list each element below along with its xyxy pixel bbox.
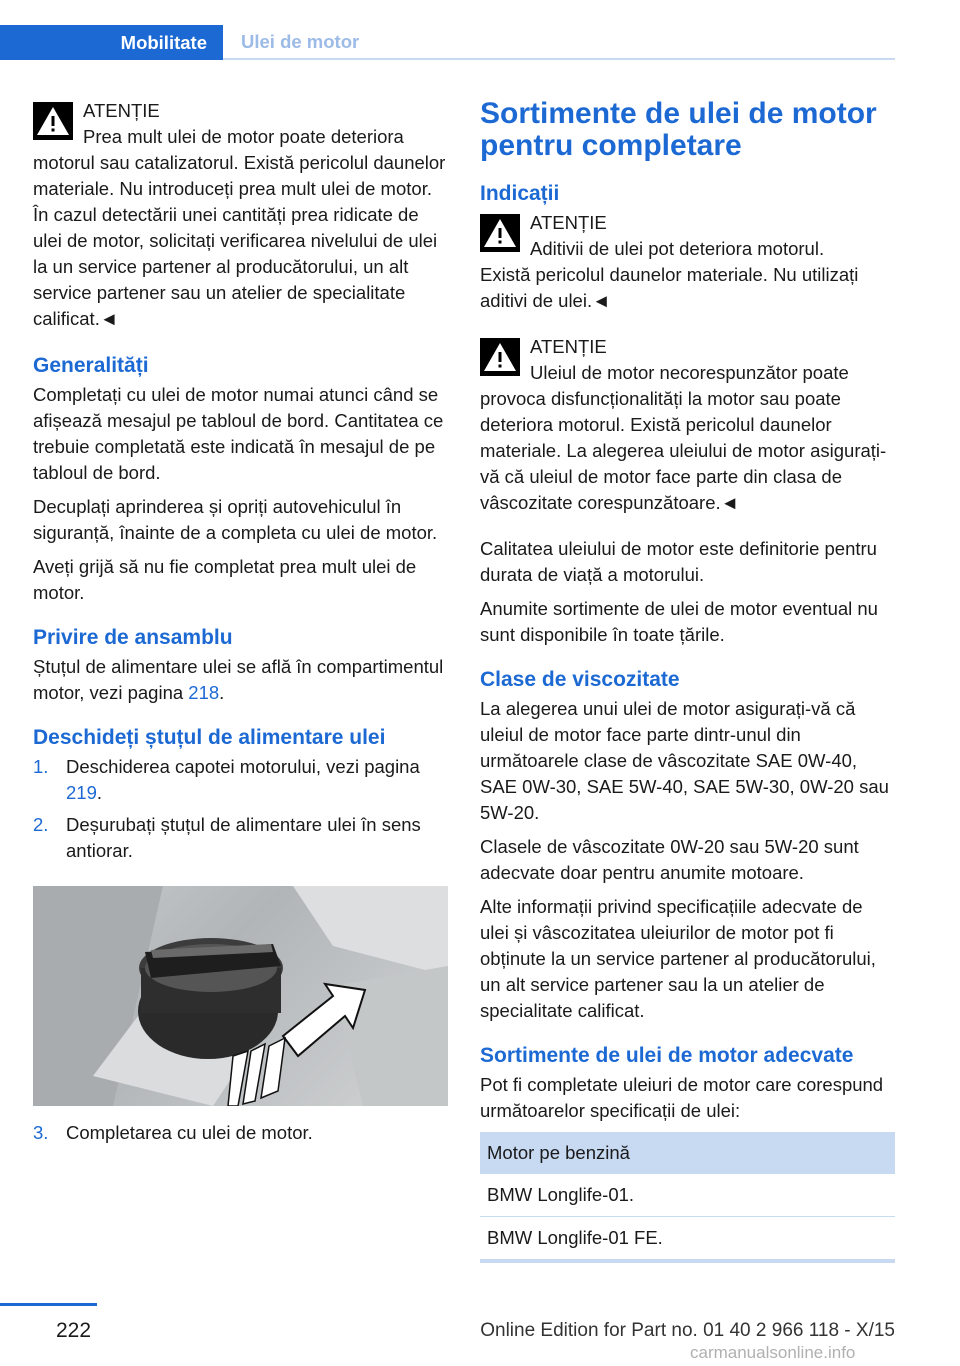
table-header: Motor pe benzină: [480, 1132, 895, 1174]
warning-title: ATENȚIE: [83, 100, 160, 121]
warning-icon: [480, 214, 520, 252]
heading-generalitati: Generalități: [33, 354, 149, 377]
table-row: BMW Longlife-01.: [480, 1174, 895, 1217]
page-number-bar: [0, 1303, 97, 1306]
oil-cap-illustration-icon: [33, 886, 448, 1106]
left-column: [33, 98, 448, 1152]
paragraph: Pot fi completate uleiuri de motor care corespund următoarelor specificații de ulei:: [480, 1074, 884, 1121]
warning-icon: [480, 338, 520, 376]
watermark: carmanualsonline.info: [690, 1343, 856, 1362]
paragraph: Anumite sortimente de ulei de motor eventual nu sunt disponibile în toate țările.: [480, 598, 878, 645]
oil-spec-table: [480, 1132, 895, 1263]
oil-cap-photo: [33, 886, 448, 1106]
steps-list: [33, 754, 448, 864]
section-title: Sortimente de ulei de motor pentru completare: [480, 97, 877, 162]
warning-text: Există pericolul daunelor materiale. Nu utilizați aditivi de ulei.◄: [480, 264, 859, 311]
warning-icon: [33, 102, 73, 140]
heading-sortimente-adecvate: Sortimente de ulei de motor adecvate: [480, 1044, 854, 1067]
heading-deschideti-stutul: Deschideți ștuțul de alimentare ulei: [33, 726, 386, 749]
warning-first-line: Aditivii de ulei pot deteriora motorul.: [530, 238, 825, 259]
table-row: BMW Longlife-01 FE.: [480, 1217, 895, 1262]
warning-text: motorul sau catalizatorul. Există pericolul daunelor materiale. Nu introduceți prea mult ulei de motor. În cazul detectării unei cantități prea ridicate de ulei de motor, solicitați verificarea nivelului de ulei la un service partener al producătorului, un alt service partener sau un atelier de specialitate calificat.◄: [33, 152, 446, 329]
steps-list-continued: [33, 1120, 448, 1146]
page-number: 222: [56, 1319, 92, 1342]
paragraph: Ștuțul de alimentare ulei se află în compartimentul motor, vezi pagina 218.: [33, 656, 444, 703]
warning-block-wrong-oil: [480, 334, 895, 516]
paragraph: Aveți grijă să nu fie completat prea mult ulei de motor.: [33, 556, 417, 603]
tab-ulei-de-motor[interactable]: Ulei de motor: [223, 25, 895, 60]
step-item: 3. Completarea cu ulei de motor.: [33, 1122, 313, 1143]
page-link-219[interactable]: 219: [66, 782, 97, 803]
heading-indicatii: Indicații: [480, 182, 560, 205]
warning-text: provoca disfuncționalități la motor sau poate deteriora motorul. Există pericolul daunelor materiale. La alegerea uleiului de motor asigurați-vă că uleiul de motor face parte din clasa de vâscozitate corespunzătoare.◄: [480, 388, 887, 513]
heading-privire-de-ansamblu: Privire de ansamblu: [33, 626, 233, 649]
warning-title: ATENȚIE: [530, 336, 607, 357]
warning-first-line: Prea mult ulei de motor poate deteriora: [83, 126, 404, 147]
paragraph: Completați cu ulei de motor numai atunci când se afișează mesajul pe tabloul de bord. Cantitatea ce trebuie completată este indicată în mesajul de pe tabloul de bord.: [33, 384, 444, 483]
step-item: 1. Deschiderea capotei motorului, vezi pagina 219.: [33, 756, 420, 803]
paragraph: La alegerea unui ulei de motor asigurați-vă că uleiul de motor face parte dintr-unul din următoarele clase de vâscozitate SAE 0W-40, SAE 0W-30, SAE 5W-40, SAE 5W-30, 0W-20 sau 5W-20.: [480, 698, 889, 823]
warning-title: ATENȚIE: [530, 212, 607, 233]
paragraph: Alte informații privind specificațiile adecvate de ulei și vâscozitatea uleiurilor de motor pot fi obținute la un service partener al producătorului, un alt service partener sau la un atelier de specialitate calificat.: [480, 896, 876, 1021]
right-column: [480, 98, 895, 1263]
paragraph: Calitatea uleiului de motor este definitorie pentru durata de viață a motorului.: [480, 538, 877, 585]
page-header: [0, 0, 895, 62]
tab-mobilitate[interactable]: Mobilitate: [0, 25, 223, 60]
warning-first-line: Uleiul de motor necorespunzător poate: [530, 362, 849, 383]
warning-block-additives: [480, 210, 895, 314]
step-item: 2. Deșurubați ștuțul de alimentare ulei în sens antiorar.: [33, 814, 421, 861]
page-link-218[interactable]: 218: [188, 682, 220, 703]
heading-clase-de-viscozitate: Clase de viscozitate: [480, 668, 680, 691]
edition-footer: Online Edition for Part no. 01 40 2 966 118 - X/15: [480, 1320, 895, 1341]
warning-block-oil-overfill: [33, 98, 448, 332]
paragraph: Decuplați aprinderea și opriți autovehiculul în siguranță, înainte de a completa cu ulei de motor.: [33, 496, 438, 543]
paragraph: Clasele de vâscozitate 0W-20 sau 5W-20 sunt adecvate doar pentru anumite motoare.: [480, 836, 859, 883]
